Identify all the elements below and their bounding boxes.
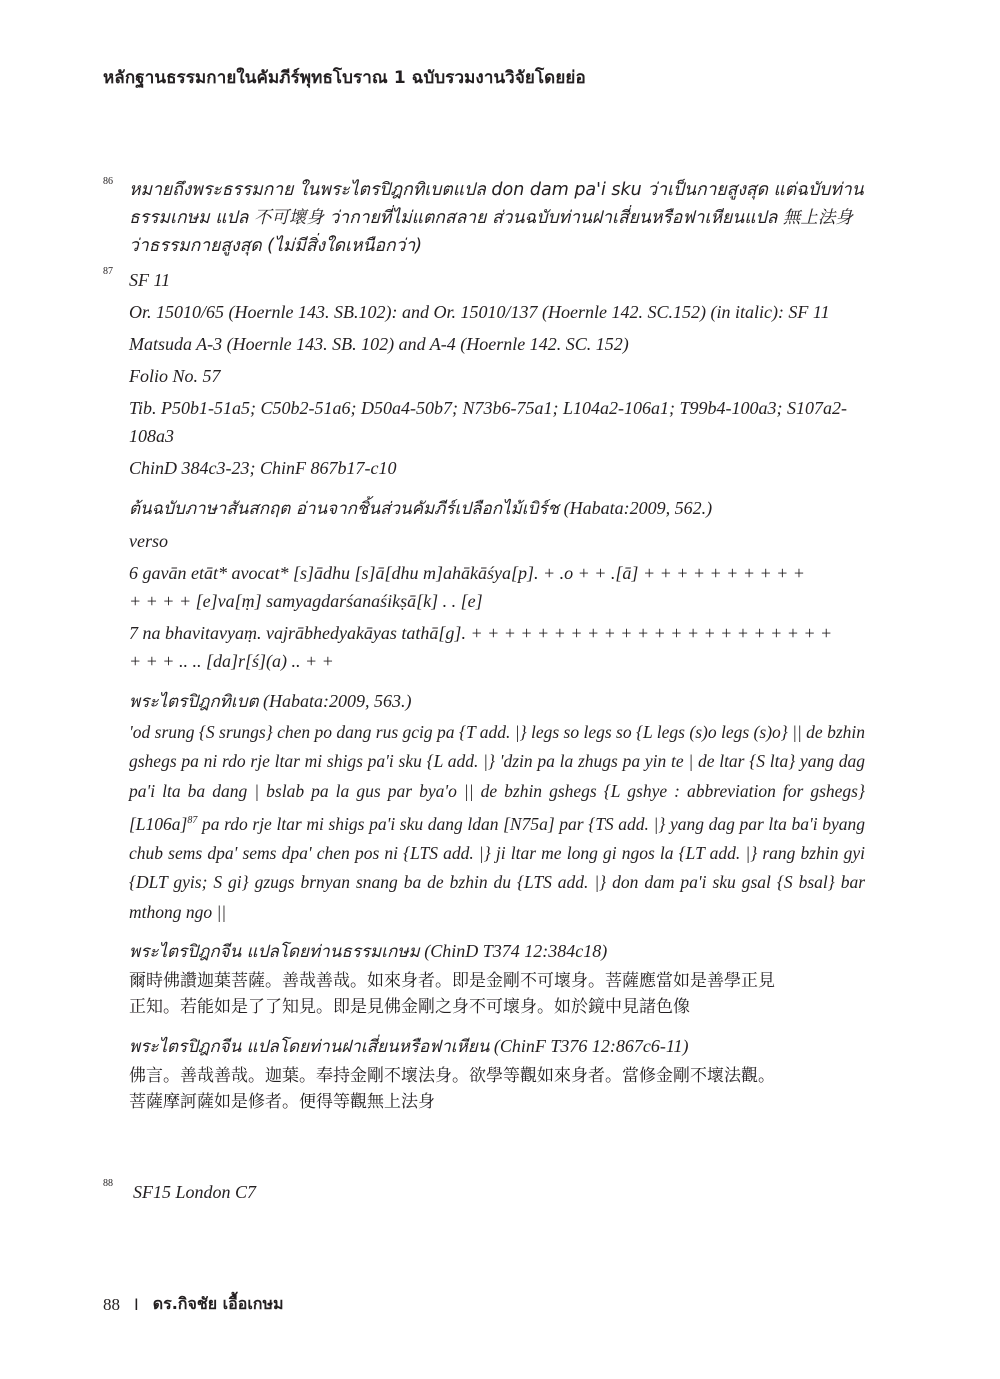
tibetan-text-part1: 'od srung {S srungs} chen po dang rus gcig pa {T add. |} legs so legs so {L legs (s)o legs (s)o} || de bzhin gshegs pa ni rdo rje ltar mi shigs pa'i sku {L add. |} 'dzin pa la zhugs pa yin te | de ltar {S lta} yang dag pa'i lta ba dang | bslab pa la gus par bya'o || de bzhin gshegs {L gshye : abbreviation for gshegs} [L106a]	[129, 722, 865, 834]
sanskrit-line-7b: + + + .. .. [da]r[ś](a) .. + +	[129, 651, 334, 671]
tibetan-heading	[129, 687, 865, 716]
sanskrit-line-6b: + + + + [e]va[ṃ] samyagdarśanaśikṣā[k] . . [e]	[129, 591, 483, 611]
sanskrit-line-7a: 7 na bhavitavyaṃ. vajrābhedyakāyas tathā[g]. + + + + + + + + + + + + + + + + + + + + + +	[129, 623, 833, 643]
chinf-line-2: 菩薩摩訶薩如是修者。便得等觀無上法身	[129, 1091, 435, 1112]
tibetan-heading-thai: พระไตรปิฎกทิเบต	[129, 692, 259, 712]
tibetan-text	[129, 718, 865, 927]
chin-reference: ChinD 384c3-23; ChinF 867b17-c10	[129, 458, 397, 478]
footnote-88	[103, 1178, 865, 1206]
chind-heading-thai: พระไตรปิฎกจีน แปลโดยท่านธรรมเกษม	[129, 941, 420, 962]
chinf-line-1: 佛言。善哉善哉。迦葉。奉持金剛不壞法身。欲學等觀如來身者。當修金剛不壞法觀。	[129, 1065, 775, 1086]
footer-separator: I	[134, 1295, 139, 1314]
chinf-heading	[129, 1032, 865, 1061]
chind-heading-ref: (ChinD T374 12:384c18)	[424, 940, 608, 961]
footnote-ref-87: 87	[187, 814, 198, 826]
sf-reference: SF 11	[129, 270, 171, 290]
folio-reference: Folio No. 57	[129, 366, 221, 386]
tibetan-text-part2: pa rdo rje ltar mi shigs pa'i sku dang ldan [N75a] par {TS add. |} yang dag par lta ba'i byang chub sems dpa' sems dpa' chen pos ni {LTS add. |} ji ltar me long gi ngos la {LT add. |} rang bzhin gyi {DLT gyis; S gi} gzugs brnyan snang ba de bzhin du {LTS add. |} don dam pa'i sku gsal {S bsal} bar mthong ngo ||	[129, 813, 865, 922]
sanskrit-line-6a: 6 gavān etāt* avocat* [s]ādhu [s]ā[dhu m]ahākāśya[p]. + .o + + .[ā] + + + + + + + + + +	[129, 563, 805, 583]
chind-line-1: 爾時佛讚迦葉菩薩。善哉善哉。如來身者。即是金剛不可壞身。菩薩應當如是善學正見	[129, 970, 775, 991]
verso-label: verso	[129, 531, 168, 551]
sanskrit-heading	[129, 494, 865, 523]
footnote-number: 88	[103, 1178, 113, 1189]
footnote-number: 86	[103, 176, 113, 187]
chinf-heading-ref: (ChinF T376 12:867c6-11)	[493, 1035, 689, 1056]
sanskrit-heading-thai: ต้นฉบับภาษาสันสกฤต อ่านจากชิ้นส่วนคัมภีร์เปลือกไม้เบิร์ช	[129, 499, 560, 519]
or-reference: Or. 15010/65 (Hoernle 143. SB.102): and Or. 15010/137 (Hoernle 142. SC.152) (in italic): SF 11	[129, 302, 830, 322]
tibetan-heading-ref: (Habata:2009, 563.)	[263, 691, 412, 711]
running-head: หลักฐานธรรมกายในคัมภีร์พุทธโบราณ 1 ฉบับรวมงานวิจัยโดยย่อ	[103, 68, 586, 88]
footnote-88-text: SF15 London C7	[133, 1182, 257, 1202]
footnote-87-body	[129, 266, 865, 1115]
chinf-heading-thai: พระไตรปิฎกจีน แปลโดยท่านฝาเสี่ยนหรือฟาเหียน	[129, 1036, 490, 1057]
chind-line-2: 正知。若能如是了了知見。即是見佛金剛之身不可壞身。如於鏡中見諸色像	[129, 996, 690, 1017]
footnote-87	[103, 266, 865, 1115]
chind-heading	[129, 937, 865, 966]
sanskrit-heading-ref: (Habata:2009, 562.)	[563, 498, 713, 518]
page-number: 88	[103, 1294, 120, 1314]
footnote-86	[103, 176, 865, 260]
tib-reference: Tib. P50b1-51a5; C50b2-51a6; D50a4-50b7; N73b6-75a1; L104a2-106a1; T99b4-100a3; S107a2-108a3	[129, 398, 847, 446]
page-footer	[103, 1292, 284, 1317]
author-name: ดร.กิจชัย เอื้อเกษม	[152, 1294, 284, 1313]
footnote-number: 87	[103, 266, 113, 277]
matsuda-reference: Matsuda A-3 (Hoernle 143. SB. 102) and A-4 (Hoernle 142. SC. 152)	[129, 334, 629, 354]
footnote-86-text: หมายถึงพระธรรมกาย ในพระไตรปิฎกทิเบตแปล don dam pa'i sku ว่าเป็นกายสูงสุด แต่ฉบับท่านธรรมเกษม แปล 不可壞身 ว่ากายที่ไม่แตกสลาย ส่วนฉบับท่านฝาเสี่ยนหรือฟาเหียนแปล 無上法身 ว่าธรรมกายสูงสุด (ไม่มีสิ่งใดเหนือกว่า)	[129, 180, 864, 256]
